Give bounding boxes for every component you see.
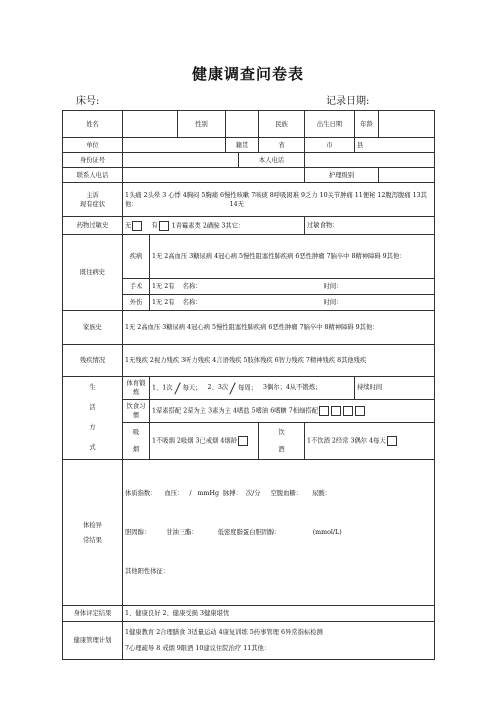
symptoms-label: [63, 183, 123, 217]
exam-label-line1: 体检异: [83, 521, 102, 529]
page-title: 健康调查问卷表: [191, 65, 304, 83]
exercise-option-a-unit: 每天；: [182, 384, 202, 392]
food-allergy-label: 过敏食物：: [305, 217, 435, 235]
table-row: [63, 217, 435, 235]
health-questionnaire-form: [62, 110, 435, 660]
disease-options[interactable]: 1无 2高血压 3糖尿病 4冠心病 5慢性阻塞性肺疾病 6恶性肿瘤 7脑卒中 8精神障碍 9其他：: [150, 235, 435, 279]
surgery-name-label: 名称：: [182, 283, 202, 290]
table-row: [63, 622, 435, 660]
exam-results[interactable]: [123, 460, 435, 606]
name-field[interactable]: [123, 111, 178, 138]
care-level-field[interactable]: [379, 168, 435, 183]
drinking-box[interactable]: [387, 436, 397, 446]
diet-options[interactable]: [150, 399, 435, 422]
exercise-option-b-unit: 每周；: [238, 384, 258, 392]
allergy-have-checkbox[interactable]: [159, 221, 169, 231]
slash-mark: [173, 382, 183, 394]
smoking-text: 1不吸烟 2吸烟 3已戒烟 4烟龄: [152, 437, 237, 445]
exercise-option-c: 3偶尔；4从不锻炼；: [263, 384, 322, 392]
allergy-have-label: 有: [151, 222, 158, 229]
symptoms-none: 14无: [229, 200, 244, 208]
county-label: 县: [355, 138, 435, 153]
table-row: [63, 168, 435, 183]
province-label: 省: [259, 138, 305, 153]
lifestyle-char: 生: [89, 384, 96, 391]
smoking-label-line2: 烟: [132, 445, 140, 453]
allergy-options: [123, 217, 305, 235]
diet-checkbox[interactable]: [355, 406, 365, 416]
care-level-label: 护理级别: [305, 168, 379, 183]
trauma-name-label: 名称：: [182, 299, 202, 306]
diet-label: 饮食习惯: [123, 399, 150, 422]
disability-options[interactable]: 1无残疾 2视力残疾 3听力残疾 4言语残疾 5肢体残疾 6智力残疾 7精神残疾 8其他残疾: [123, 345, 435, 377]
name-label: 姓名: [63, 111, 123, 138]
assessment-options[interactable]: 1、健康良好 2、健康受损 3健康堪忧: [123, 606, 435, 622]
slash-mark: [228, 382, 238, 394]
table-row: [63, 311, 435, 345]
symptoms-text: 1头痛 2头晕 3 心悸 4胸闷 5胸痛 6慢性咳嗽 7咳痰 8呼吸困难 9乏力 10关节肿痛 11便秘 12腹泻腹痛 13其他：: [125, 191, 427, 208]
allergy-label: 药物过敏史: [63, 217, 123, 235]
age-field[interactable]: [379, 111, 435, 138]
table-row: [63, 460, 435, 606]
lifestyle-char: 方: [89, 424, 96, 431]
exercise-options[interactable]: [150, 377, 355, 400]
native-place-label: 籍贯: [226, 138, 259, 153]
assessment-label: 身体评定结果: [63, 606, 123, 622]
allergy-none-label: 无: [125, 222, 132, 229]
symptoms-label-line2: 现有症状: [79, 200, 106, 208]
gender-field[interactable]: [226, 111, 259, 138]
drinking-options[interactable]: [305, 422, 435, 459]
smoking-label-line1: 吸: [132, 428, 140, 436]
symptoms-label-line1: 主诉: [86, 191, 99, 199]
table-row: [63, 153, 435, 168]
disability-label: 残疾情况: [63, 345, 123, 377]
exam-line-lipids: 胆固醇： 甘油三酯： 低密度脂蛋白胆固醇： (mmol/L): [125, 529, 342, 536]
contact-phone-label: 联系人电话: [63, 168, 123, 183]
exercise-option-b: 2、3次: [207, 384, 229, 392]
drinking-label-line1: 饮: [278, 428, 285, 436]
bed-number-label: 床号:: [76, 96, 100, 107]
lifestyle-char: 活: [89, 404, 96, 411]
past-history-label: 既往病史: [63, 235, 123, 311]
surgery-text: 1无 2有: [152, 283, 175, 290]
family-history-label: 家族史: [63, 311, 123, 345]
symptoms-options[interactable]: [123, 183, 435, 217]
table-row: [63, 235, 435, 279]
exam-line-vitals: 体质指数： 血压： / mmHg 脉搏： 次/分 空腹血糖： 尿酸：: [125, 490, 331, 497]
duration-label: 持续时间: [355, 377, 435, 400]
id-number-label: 身份证号: [63, 153, 123, 168]
table-row: [63, 377, 435, 400]
table-row: [63, 345, 435, 377]
trauma-label: 外伤: [123, 295, 150, 311]
diet-text: 1荤素搭配 2荤为主 3素为主 4嗜盐 5嗜油 6嗜糖 7相细搭配: [152, 407, 318, 415]
surgery-label: 手术: [123, 279, 150, 295]
smoking-label: [123, 422, 150, 459]
trauma-options[interactable]: [150, 295, 435, 311]
smoking-options[interactable]: [150, 422, 259, 459]
lifestyle-char: 式: [89, 444, 96, 451]
exercise-label: 体育锻炼: [123, 377, 150, 400]
diet-checkbox[interactable]: [319, 406, 329, 416]
record-date-label: 记录日期:: [326, 96, 370, 107]
personal-phone-field[interactable]: [305, 153, 435, 168]
exam-label-line2: 常结果: [83, 536, 102, 544]
table-row: [63, 606, 435, 622]
lifestyle-label: [63, 377, 123, 460]
disease-label: 疾病: [123, 235, 150, 279]
table-row: [63, 138, 435, 153]
city-label: 市: [305, 138, 355, 153]
diet-checkbox[interactable]: [343, 406, 353, 416]
diet-checkbox[interactable]: [331, 406, 341, 416]
plan-line2: 7心理疏导 8 戒烟 9限酒 10建议住院治疗 11其他：: [125, 644, 271, 652]
exercise-option-a: 1、1次: [152, 384, 173, 392]
table-row: [63, 111, 435, 138]
trauma-time-label: 时间：: [323, 299, 343, 306]
personal-phone-label: 本人电话: [239, 153, 305, 168]
exam-line-other: 其他阳性体征：: [125, 568, 170, 575]
surgery-options[interactable]: [150, 279, 435, 295]
trauma-text: 1无 2有: [152, 299, 175, 306]
smoking-years-box[interactable]: [238, 436, 248, 446]
age-label: 年龄: [355, 111, 379, 138]
contact-phone-field[interactable]: [123, 168, 305, 183]
management-plan-options[interactable]: [123, 622, 435, 660]
drinking-label-line2: 酒: [278, 445, 285, 453]
table-row: [63, 183, 435, 217]
management-plan-label: 健康管理计划: [63, 622, 123, 660]
drinking-label: [259, 422, 305, 459]
id-number-field[interactable]: [123, 153, 239, 168]
gender-label: 性别: [178, 111, 226, 138]
employer-field[interactable]: [123, 138, 226, 153]
family-history-options[interactable]: 1无 2高血压 3糖尿病 4冠心病 5慢性阻塞性肺疾病 6恶性肿瘤 7脑卒中 8精神障碍 9其他：: [123, 311, 435, 345]
allergy-types: 1青霉素类 2磺胺 3其它：: [171, 222, 245, 229]
plan-line1: 1健康教育 2合理膳食 3适量运动 4康复训练 5药事管理 6异常指标检测: [125, 628, 323, 636]
birth-date-label: 出生日期: [305, 111, 355, 138]
allergy-none-checkbox[interactable]: [132, 221, 142, 231]
employer-label: 单位: [63, 138, 123, 153]
drinking-text: 1不饮酒 2经常 3偶尔 4每天: [307, 437, 386, 445]
surgery-time-label: 时间：: [323, 283, 343, 290]
exam-abnormal-label: [63, 460, 123, 606]
ethnicity-label: 民族: [259, 111, 305, 138]
